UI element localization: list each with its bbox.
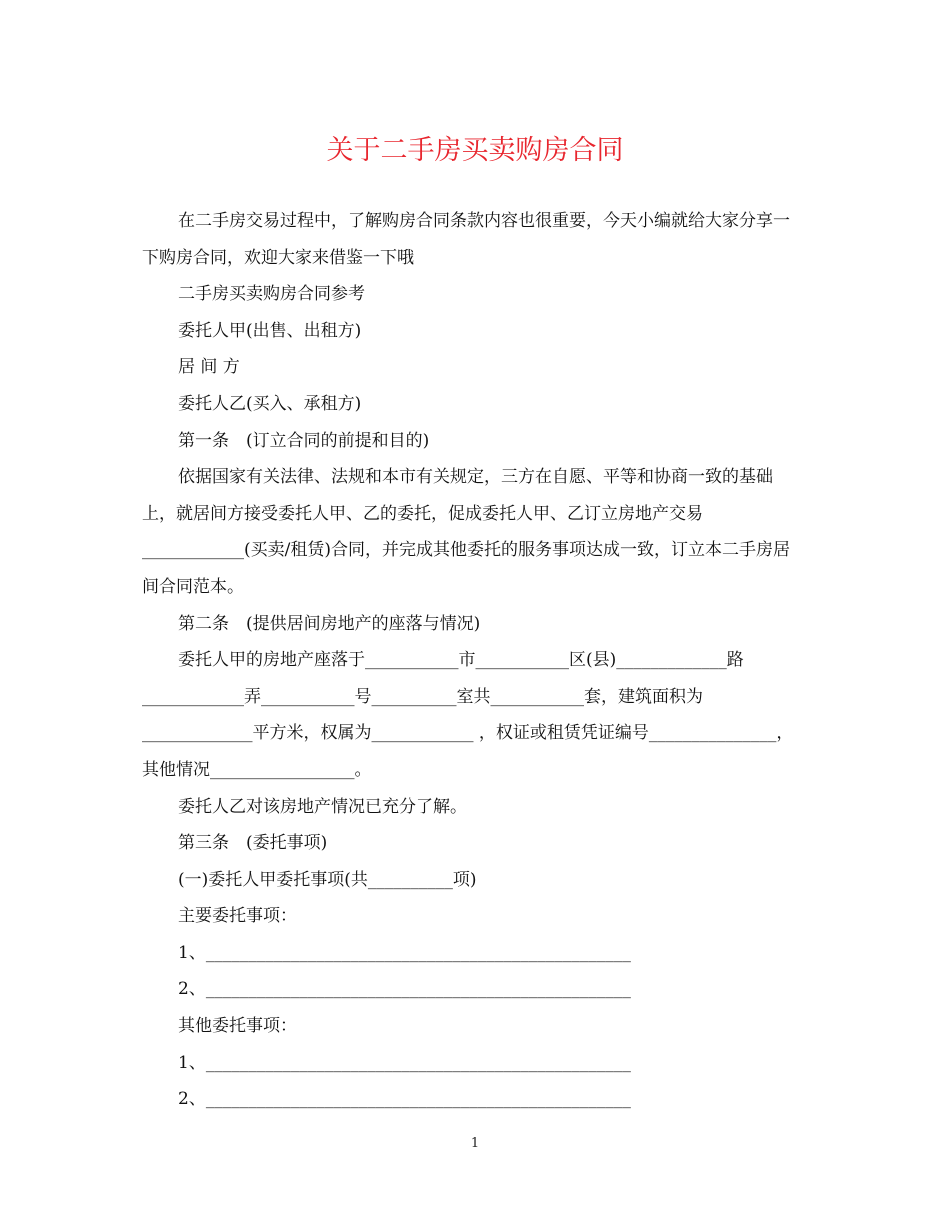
list-item: 1、__________________________________________________	[178, 1052, 631, 1073]
paragraph: (一)委托人甲委托事项(共__________项)	[178, 869, 477, 890]
section-heading: 第二条 (提供居间房地产的座落与情况)	[178, 613, 481, 634]
paragraph: 居 间 方	[178, 357, 240, 378]
list-item: 1、__________________________________________________	[178, 942, 631, 963]
section-heading: 第一条 (订立合同的前提和目的)	[178, 430, 430, 451]
document-title: 关于二手房买卖购房合同	[326, 135, 624, 166]
paragraph: 委托人乙(买入、承租方)	[178, 393, 362, 414]
paragraph: 依据国家有关法律、法规和本市有关规定，三方在自愿、平等和协商一致的基础上，就居间方接受委托人甲、乙的委托，促成委托人甲、乙订立房地产交易____________(买卖/租赁)合同，并完成其他委托的服务事项达成一致，订立本二手房居间合同范本。	[142, 467, 790, 597]
paragraph: 在二手房交易过程中，了解购房合同条款内容也很重要，今天小编就给大家分享一下购房合同，欢迎大家来借鉴一下哦	[142, 211, 790, 268]
paragraph: 委托人乙对该房地产情况已充分了解。	[178, 796, 467, 817]
page-number: 1	[470, 1136, 480, 1151]
paragraph: 委托人甲的房地产座落于___________市___________区(县)_____________路____________弄___________号__________室共___________套，建筑面积为_____________平方米，权属为____________ ，权证或租赁凭证编号_______________， 其他情况_________________。	[142, 650, 799, 780]
paragraph: 其他委托事项：	[178, 1016, 297, 1037]
paragraph: 委托人甲(出售、出租方)	[178, 320, 362, 341]
list-item: 2、__________________________________________________	[178, 979, 631, 1000]
section-heading: 第三条 (委托事项)	[178, 833, 328, 854]
paragraph: 主要委托事项：	[178, 906, 297, 927]
document-body	[142, 203, 804, 1118]
paragraph: 二手房买卖购房合同参考	[178, 284, 365, 305]
list-item: 2、__________________________________________________	[178, 1089, 631, 1110]
